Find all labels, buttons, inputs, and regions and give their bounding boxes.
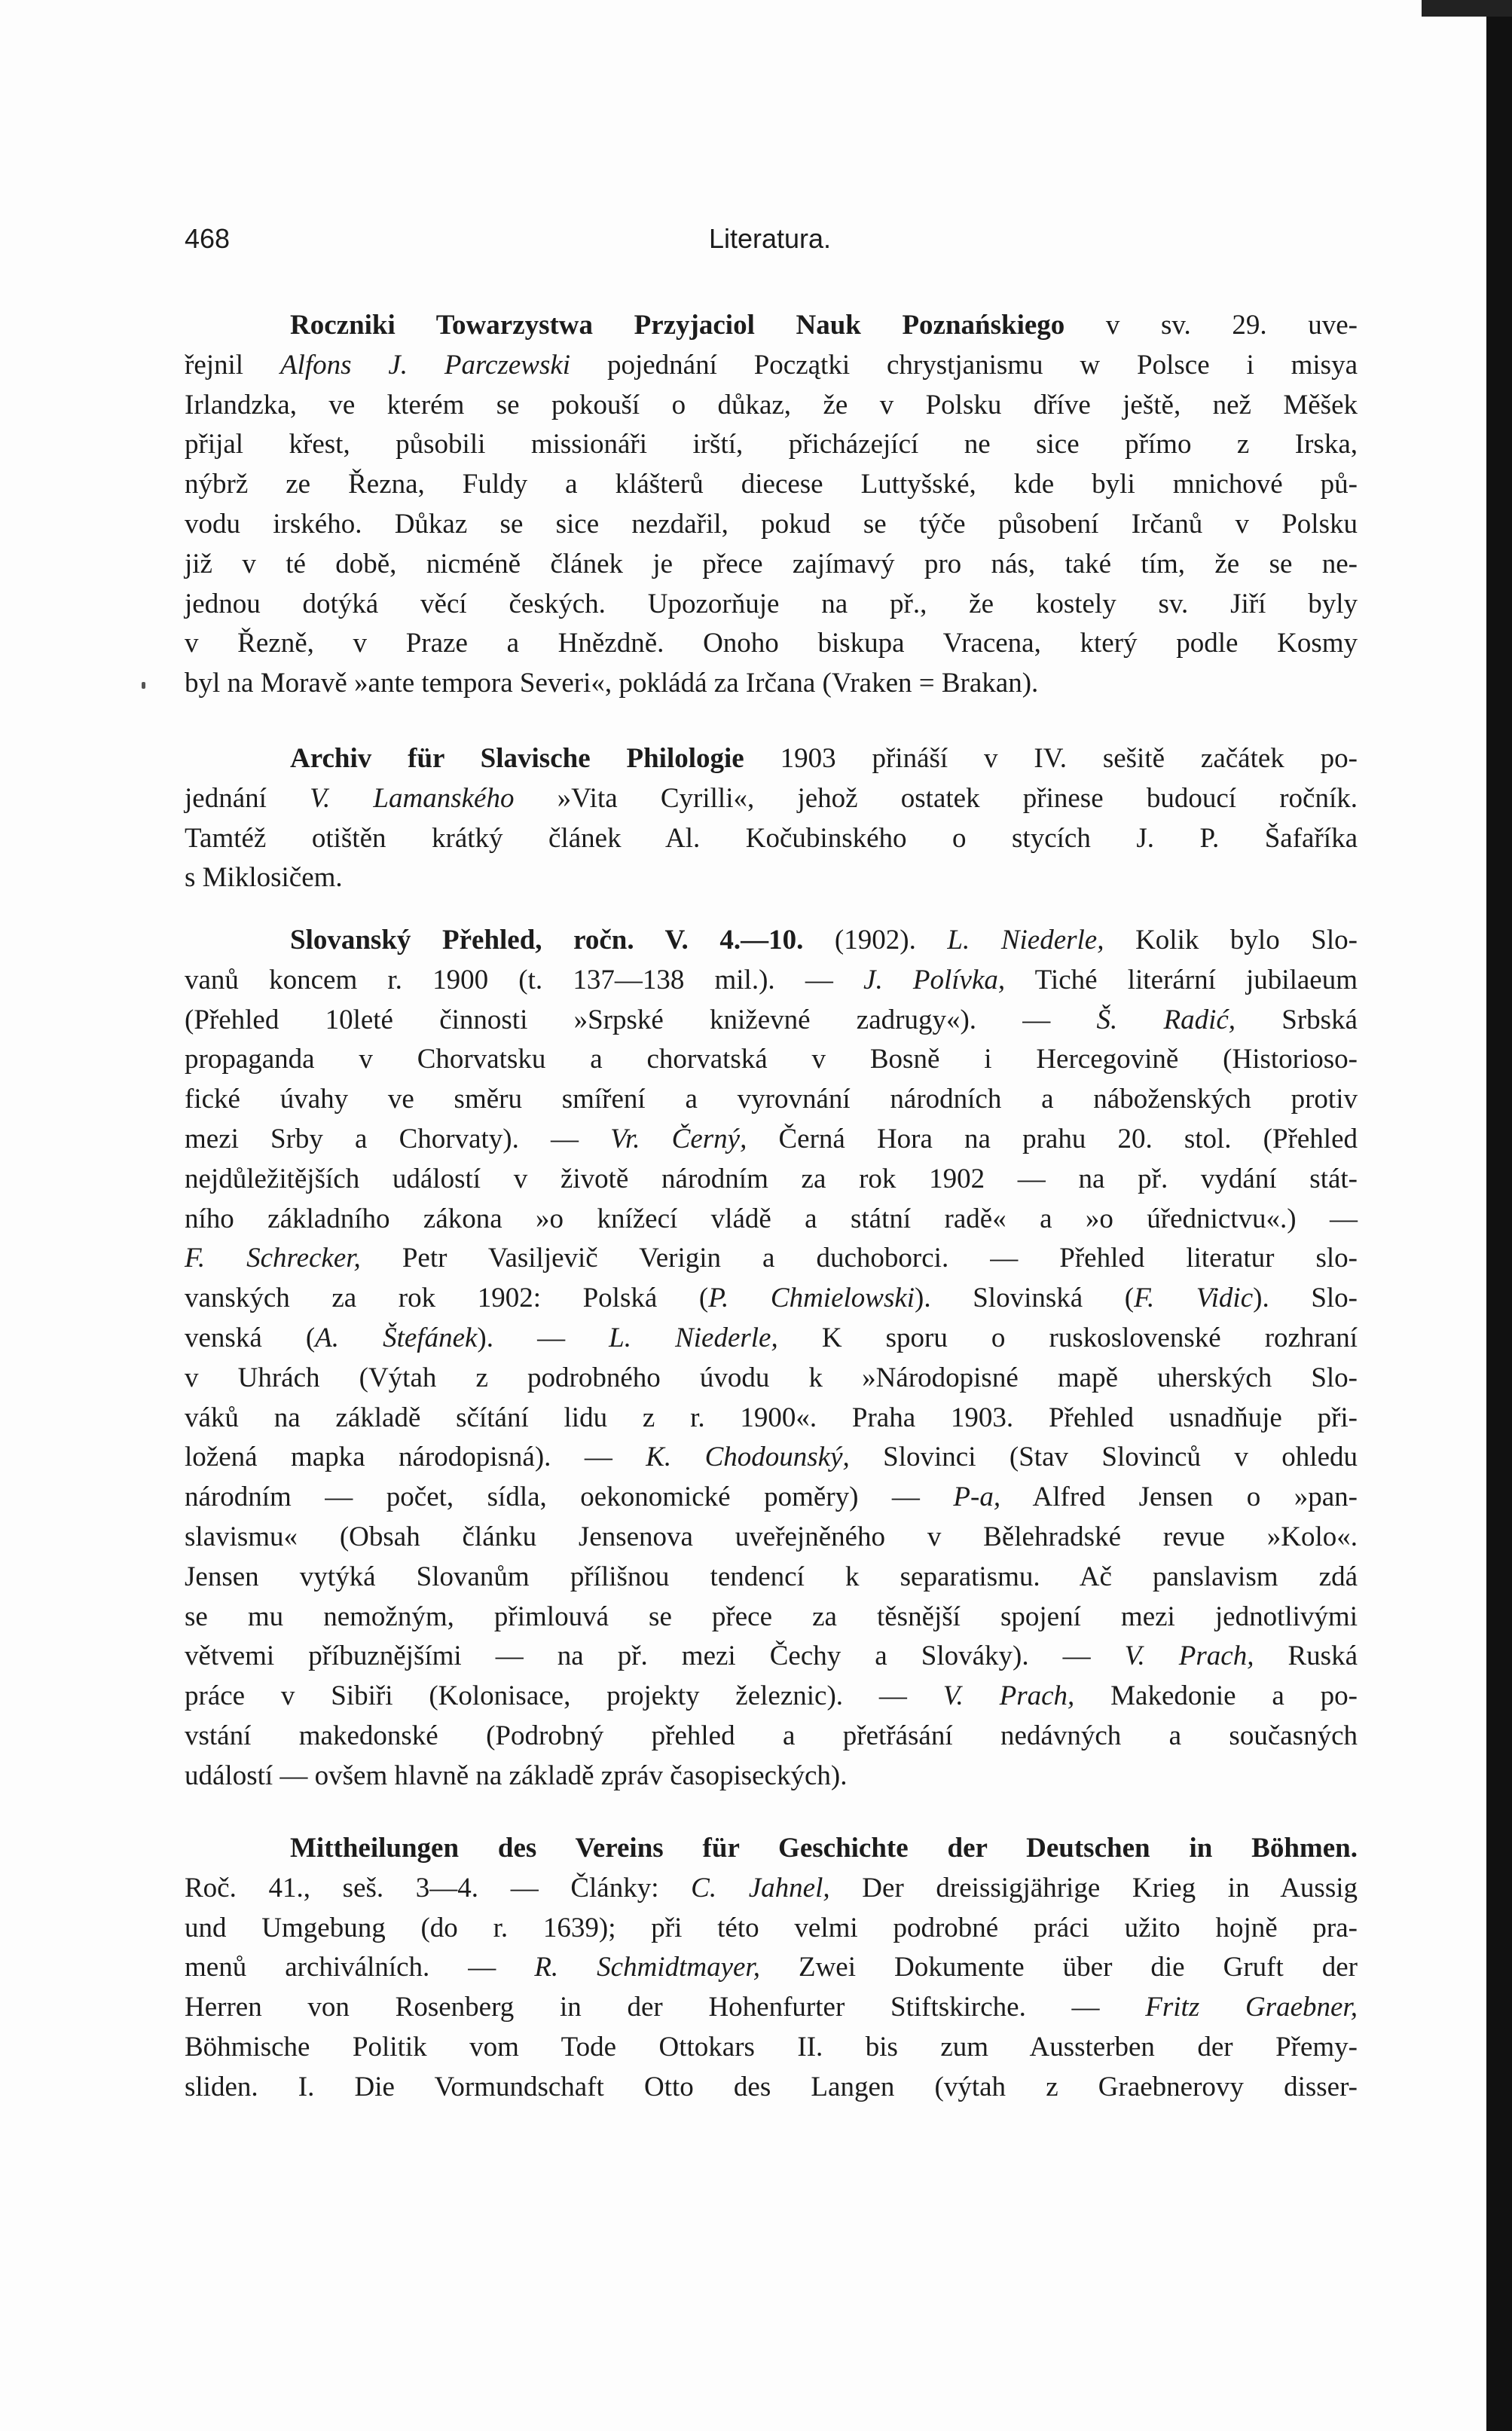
- body-text: ). Slo-: [1253, 1283, 1358, 1314]
- text-line: [290, 306, 1358, 345]
- body-text: Irlandzka, ve kterém se pokouší o důkaz, že v Polsku dříve ještě, než Měšek: [185, 389, 1358, 420]
- body-text: (Přehled 10leté činnosti »Srpské kniževné zadrugy«). —: [185, 1004, 1097, 1035]
- bold-title-text: Archiv für Slavische Philologie: [290, 743, 744, 774]
- body-text: již v té době, nicméně článek je přece zajímavý pro nás, také tím, že se ne-: [185, 548, 1358, 579]
- italic-author-text: R. Schmidtmayer,: [534, 1952, 760, 1983]
- body-text: mezi Srby a Chorvaty). —: [185, 1124, 611, 1154]
- text-line: [185, 1948, 1358, 1987]
- body-text: Roč. 41., seš. 3—4. — Články:: [185, 1872, 692, 1904]
- text-line: [290, 921, 1358, 960]
- text-line: [185, 585, 1358, 624]
- italic-author-text: Fritz Graebner,: [1145, 1992, 1358, 2023]
- italic-author-text: V. Lamanského: [310, 782, 515, 814]
- italic-author-text: A. Štefánek: [315, 1323, 478, 1353]
- text-line: [185, 1988, 1358, 2027]
- text-line: [185, 386, 1358, 425]
- page-number: 468: [185, 223, 231, 254]
- body-text: Makedonie a po-: [1074, 1680, 1358, 1712]
- italic-author-text: J. Polívka,: [863, 964, 1006, 995]
- body-text: událostí — ovšem hlavně na základě zpráv časopiseckých).: [185, 1760, 848, 1791]
- body-text: přijal křest, působili missionáři irští, přicházející ne sice přímo z Irska,: [185, 429, 1358, 460]
- body-text: práce v Sibiři (Kolonisace, projekty železnic). —: [185, 1680, 943, 1712]
- text-line: [185, 1757, 1358, 1796]
- italic-author-text: F. Vidic: [1134, 1283, 1254, 1314]
- body-text: Tamtéž otištěn krátký článek Al. Kočubinského o stycích J. P. Šafaříka: [185, 822, 1358, 854]
- body-text: (1902).: [803, 925, 948, 956]
- text-line: [185, 664, 1358, 703]
- text-line: [185, 624, 1358, 663]
- body-text: v Řezně, v Praze a Hnězdně. Onoho biskupa Vracena, který podle Kosmy: [185, 628, 1358, 659]
- text-line: [185, 1717, 1358, 1756]
- body-text: ního základního zákona »o knížecí vládě a státní radě« a »o úřednictvu«.) —: [185, 1203, 1358, 1234]
- body-text: Der dreissigjährige Krieg in Aussig: [829, 1872, 1358, 1904]
- body-text: fické úvahy ve směru smíření a vyrovnání národních a náboženských protiv: [185, 1084, 1358, 1115]
- text-line: [185, 465, 1358, 504]
- body-text: Ruská: [1254, 1641, 1358, 1672]
- text-line: [185, 1120, 1358, 1159]
- text-line: [185, 1598, 1358, 1637]
- body-text: jednou dotýká věcí českých. Upozorňuje na př., že kostely sv. Jiří byly: [185, 588, 1358, 619]
- body-text: váků na základě sčítání lidu z r. 1900«. Praha 1903. Přehled usnadňuje při-: [185, 1402, 1358, 1433]
- body-text: nejdůležitějších událostí v životě národním za rok 1902 — na př. vydání stát-: [185, 1163, 1358, 1194]
- italic-author-text: K. Chodounský,: [646, 1442, 850, 1473]
- body-text: vodu irského. Důkaz se sice nezdařil, pokud se týče působení Irčanů v Polsku: [185, 509, 1358, 540]
- body-text: Tiché literární jubilaeum: [1005, 964, 1358, 995]
- italic-author-text: P-a,: [953, 1482, 1001, 1513]
- body-text: propaganda v Chorvatsku a chorvatská v Bosně i Hercegovině (Historioso-: [185, 1044, 1358, 1075]
- body-text: Srbská: [1236, 1004, 1358, 1035]
- body-text: Petr Vasiljevič Verigin a duchoborci. — Přehled literatur slo-: [360, 1243, 1358, 1274]
- text-line: [185, 1869, 1358, 1908]
- body-text: ložená mapka národopisná). —: [185, 1442, 646, 1473]
- body-text: Černá Hora na prahu 20. stol. (Přehled: [747, 1124, 1358, 1154]
- body-text: se mu nemožným, přimlouvá se přece za těsnější spojení mezi jednotlivými: [185, 1601, 1358, 1632]
- italic-author-text: Alfons J. Parczewski: [279, 349, 571, 381]
- text-line: [185, 1558, 1358, 1597]
- body-text: vstání makedonské (Podrobný přehled a přetřásání nedávných a současných: [185, 1720, 1358, 1751]
- text-line: [185, 1637, 1358, 1676]
- body-text: und Umgebung (do r. 1639); při této velmi podrobné práci užito hojně pra-: [185, 1912, 1358, 1943]
- scan-border-right: [1486, 0, 1512, 2431]
- body-text: Jensen vytýká Slovanům přílišnou tendencí k separatismu. Ač panslavism zdá: [185, 1561, 1358, 1592]
- text-line: [185, 2028, 1358, 2067]
- body-text: Alfred Jensen o »pan-: [1000, 1482, 1358, 1513]
- text-line: [290, 739, 1358, 778]
- text-line: [185, 545, 1358, 584]
- body-text: K sporu o ruskoslovenské rozhraní: [777, 1323, 1358, 1353]
- body-text: ). —: [477, 1323, 609, 1353]
- italic-author-text: Š. Radić,: [1096, 1004, 1236, 1035]
- body-text: pojednání Początki chrystjanismu w Polsce i misya: [570, 349, 1358, 381]
- italic-author-text: V. Prach,: [942, 1680, 1075, 1712]
- running-title: Literatura.: [708, 223, 832, 254]
- text-line: [185, 346, 1358, 385]
- text-line: [185, 1239, 1358, 1278]
- italic-author-text: Vr. Černý,: [610, 1124, 747, 1154]
- italic-author-text: P. Chmielowski: [708, 1283, 915, 1314]
- body-text: Kolik bylo Slo-: [1104, 925, 1358, 956]
- text-line: [185, 1040, 1358, 1079]
- body-text: nýbrž ze Řezna, Fuldy a klášterů diecese Luttyšské, kde byli mnichové pů-: [185, 469, 1358, 500]
- body-text: národním — počet, sídla, oekonomické poměry) —: [185, 1482, 954, 1513]
- body-text: vanů koncem r. 1900 (t. 137—138 mil.). —: [185, 964, 864, 995]
- text-line: [185, 1438, 1358, 1477]
- italic-author-text: V. Prach,: [1124, 1641, 1254, 1672]
- body-text: Slovinci (Stav Slovinců v ohledu: [849, 1442, 1358, 1473]
- text-line: [185, 1001, 1358, 1040]
- text-line: [185, 1200, 1358, 1239]
- text-line: [185, 425, 1358, 464]
- italic-author-text: L. Niederle,: [947, 925, 1104, 956]
- body-text: »Vita Cyrilli«, jehož ostatek přinese budoucí ročník.: [514, 782, 1358, 814]
- body-text: s Miklosičem.: [185, 862, 343, 894]
- text-line: [290, 1829, 1358, 1868]
- body-text: větvemi příbuznějšími — na př. mezi Čechy a Slováky). —: [185, 1641, 1125, 1672]
- bold-title-text: Slovanský Přehled, ročn. V. 4.—10.: [290, 925, 804, 956]
- body-text: venská (: [185, 1323, 316, 1353]
- body-text: v sv. 29. uve-: [1105, 310, 1358, 341]
- text-line: [185, 1319, 1358, 1358]
- scan-border-top: [1422, 0, 1512, 17]
- text-line: [185, 505, 1358, 544]
- body-text: Böhmische Politik vom Tode Ottokars II. bis zum Aussterben der Přemy-: [185, 2032, 1358, 2063]
- body-text: sliden. I. Die Vormundschaft Otto des Langen (výtah z Graebnerovy disser-: [185, 2071, 1358, 2102]
- text-line: [185, 1478, 1358, 1517]
- body-text: Herren von Rosenberg in der Hohenfurter Stiftskirche. —: [185, 1992, 1146, 2023]
- text-line: [185, 1279, 1358, 1318]
- body-text: 1903 přináší v IV. sešitě začátek po-: [744, 743, 1358, 774]
- body-text: řejnil: [185, 349, 280, 381]
- text-line: [185, 961, 1358, 1000]
- body-text: ). Slovinská (: [915, 1283, 1135, 1314]
- text-line: [185, 1359, 1358, 1398]
- body-text: vanských za rok 1902: Polská (: [185, 1283, 709, 1314]
- body-text: slavismu« (Obsah článku Jensenova uveřejněného v Bělehradské revue »Kolo«.: [185, 1521, 1358, 1552]
- body-text: v Uhrách (Výtah z podrobného úvodu k »Národopisné mapě uherských Slo-: [185, 1362, 1358, 1393]
- text-line: [185, 858, 1358, 897]
- text-line: [185, 1080, 1358, 1119]
- body-text: byl na Moravě »ante tempora Severi«, pokládá za Irčana (Vraken = Brakan).: [185, 668, 1039, 699]
- body-text: menů archiválních. —: [185, 1952, 535, 1983]
- italic-author-text: L. Niederle,: [609, 1323, 778, 1353]
- scan-speck: [142, 682, 145, 689]
- text-line: [185, 1518, 1358, 1557]
- body-text: jednání: [185, 782, 310, 814]
- text-line: [185, 1909, 1358, 1948]
- bold-title-text: Mittheilungen des Vereins für Geschichte der Deutschen in Böhmen.: [290, 1833, 1358, 1864]
- text-line: [185, 2068, 1358, 2107]
- text-line: [185, 819, 1358, 858]
- bold-title-text: Roczniki Towarzystwa Przyjaciol Nauk Poznańskiego: [290, 310, 1065, 341]
- text-line: [185, 779, 1358, 818]
- text-line: [185, 1399, 1358, 1438]
- italic-author-text: C. Jahnel,: [691, 1872, 830, 1904]
- italic-author-text: F. Schrecker,: [185, 1243, 361, 1274]
- text-line: [185, 1160, 1358, 1199]
- body-text: Zwei Dokumente über die Gruft der: [759, 1952, 1358, 1983]
- text-line: [185, 1677, 1358, 1716]
